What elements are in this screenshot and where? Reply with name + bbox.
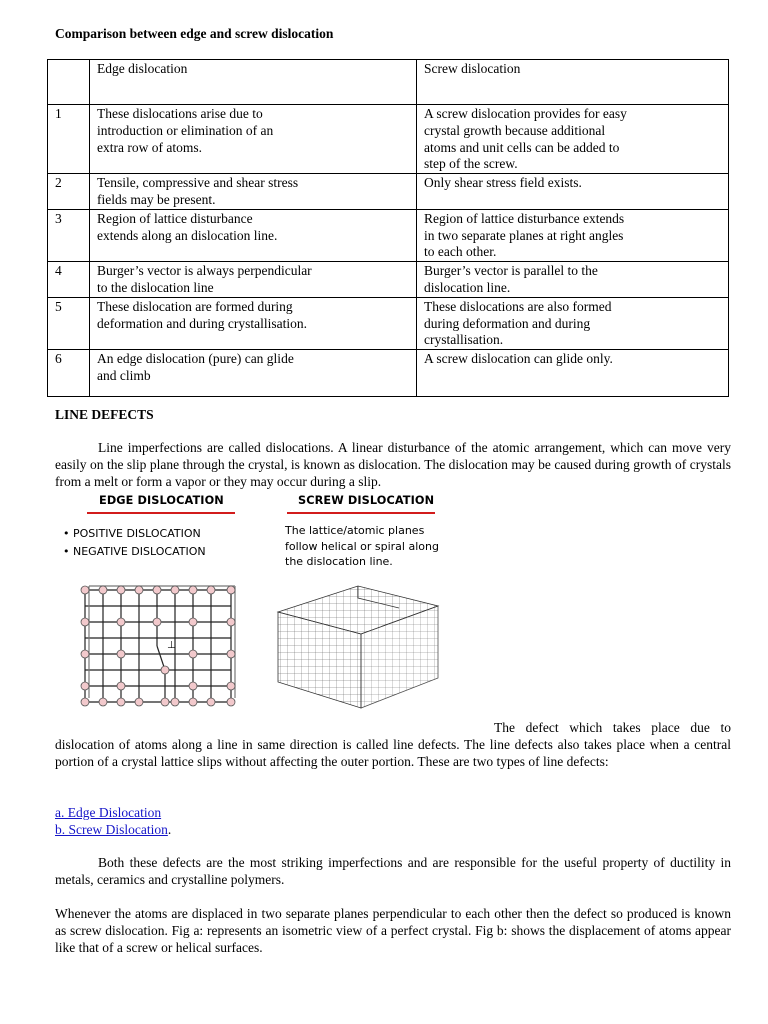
- bullet-positive: • POSITIVE DISLOCATION: [63, 527, 201, 540]
- screw-dislocation-heading: SCREW DISLOCATION: [298, 494, 435, 507]
- edge-cell: These dislocation are formed during deformation and during crystallisation.: [90, 297, 417, 349]
- edge-dislocation-lattice: [73, 578, 243, 714]
- row-number: 3: [48, 209, 90, 261]
- paragraph-ductility: Both these defects are the most striking imperfections and are responsible for the useful property of ductility in metals, ceramics and crystalline polymers.: [55, 855, 731, 887]
- table-header-edge: Edge dislocation: [90, 60, 417, 105]
- dislocation-figure: [55, 492, 445, 722]
- edge-cell: These dislocations arise due to introduction or elimination of an extra row of atoms.: [90, 105, 417, 174]
- table-row: [48, 297, 729, 349]
- table-header-num: [48, 60, 90, 105]
- screw-dislocation-block: [273, 582, 443, 712]
- row-number: 2: [48, 174, 90, 210]
- table-row: [48, 262, 729, 298]
- paragraph-line-defects: The defect which takes place due to dislocation of atoms along a line in same direction is called line defects. The line defects also takes place when a central portion of a crystal lattice slips without affecting the outer portion. These are two types of line defects:: [55, 720, 731, 769]
- edge-heading-underline: [87, 512, 235, 514]
- comparison-table: [47, 59, 729, 397]
- table-row: [48, 350, 729, 397]
- screw-dislocation-link[interactable]: b. Screw Dislocation: [55, 822, 168, 837]
- table-row: [48, 209, 729, 261]
- edge-cell: Burger’s vector is always perpendicular to the dislocation line: [90, 262, 417, 298]
- row-number: 4: [48, 262, 90, 298]
- bullet-positive-label: POSITIVE DISLOCATION: [73, 527, 201, 540]
- section-heading: LINE DEFECTS: [55, 407, 154, 422]
- defect-types-list: [55, 804, 171, 838]
- table-row: [48, 105, 729, 174]
- bullet-negative-label: NEGATIVE DISLOCATION: [73, 545, 206, 558]
- edge-cell: Region of lattice disturbance extends along an dislocation line.: [90, 209, 417, 261]
- edge-dislocation-heading: EDGE DISLOCATION: [99, 494, 224, 507]
- screw-cell: Region of lattice disturbance extends in two separate planes at right angles to each other.: [417, 209, 729, 261]
- svg-text:⊥: ⊥: [167, 640, 176, 651]
- edge-cell: An edge dislocation (pure) can glide and climb: [90, 350, 417, 397]
- screw-cell: Burger’s vector is parallel to the dislocation line.: [417, 262, 729, 298]
- edge-cell: Tensile, compressive and shear stress fields may be present.: [90, 174, 417, 210]
- edge-dislocation-link[interactable]: a. Edge Dislocation: [55, 805, 162, 820]
- row-number: 1: [48, 105, 90, 174]
- list-period: .: [167, 822, 172, 837]
- paragraph-intro: Line imperfections are called dislocations. A linear disturbance of the atomic arrangement, which can move very easily on the slip plane through the crystal, is known as dislocation. The dislocation may be caused during growth of crystals from a melt or form a vapor or they may occur during a slip.: [55, 440, 731, 489]
- paragraph-screw-definition: Whenever the atoms are displaced in two separate planes perpendicular to each other then the defect so produced is known as screw dislocation. Fig a: represents an isometric view of a perfect crystal. Fig b: shows the displacement of atoms appear like that of a screw or helical surfaces.: [55, 906, 731, 955]
- screw-cell: A screw dislocation provides for easy crystal growth because additional atoms and unit cells can be added to step of the screw.: [417, 105, 729, 174]
- table-row: [48, 174, 729, 210]
- screw-note: The lattice/atomic planes follow helical or spiral along the dislocation line.: [285, 524, 439, 568]
- table-header-row: [48, 60, 729, 105]
- document-title: Comparison between edge and screw dislocation: [55, 26, 334, 41]
- table-header-screw: Screw dislocation: [417, 60, 729, 105]
- row-number: 6: [48, 350, 90, 397]
- screw-heading-underline: [287, 512, 435, 514]
- row-number: 5: [48, 297, 90, 349]
- screw-cell: A screw dislocation can glide only.: [417, 350, 729, 397]
- bullet-negative: • NEGATIVE DISLOCATION: [63, 545, 206, 558]
- screw-cell: Only shear stress field exists.: [417, 174, 729, 210]
- screw-cell: These dislocations are also formed during deformation and during crystallisation.: [417, 297, 729, 349]
